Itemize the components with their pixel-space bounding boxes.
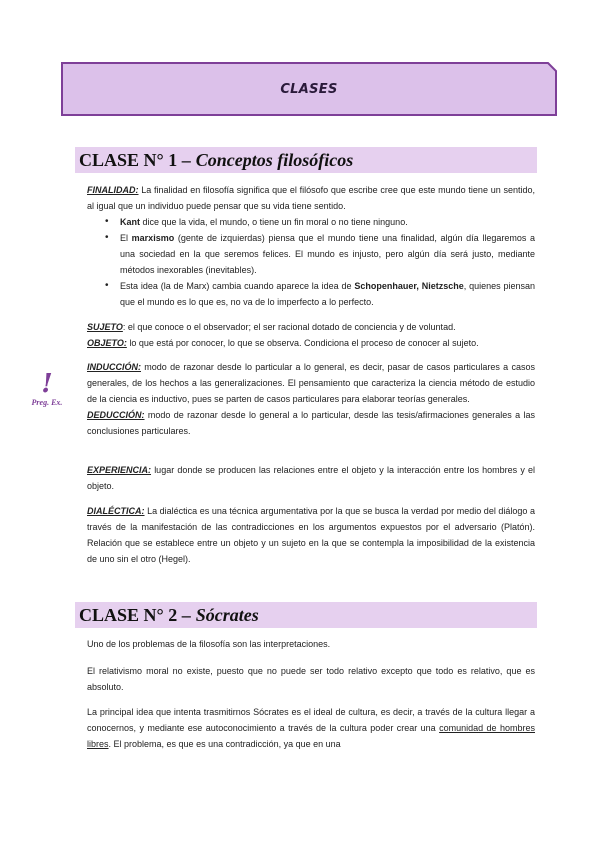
exam-question-label: Preg. Ex. — [31, 398, 63, 407]
list-item — [87, 278, 535, 310]
section2-heading — [75, 602, 537, 628]
sujeto-paragraph — [87, 319, 535, 335]
induccion-paragraph — [87, 359, 535, 407]
deduccion-term: DEDUCCIÓN: — [87, 410, 145, 420]
experiencia-term: EXPERIENCIA: — [87, 465, 152, 475]
finalidad-paragraph — [87, 182, 535, 214]
bullet-3-bold: Schopenhauer — [354, 281, 417, 291]
bullet-3-pre: Esta idea (la de Marx) cambia cuando aparece la idea de — [120, 281, 352, 291]
p3-text-start: La principal idea que intenta trasmitirnos Sócrates es el ideal de cultura, es decir, a través de la cultura llegar a conocernos, y mediante ese autoconocimiento a través de la cultura poder crear una — [87, 707, 535, 733]
title-banner — [61, 62, 557, 116]
comunidad-hombres-libres-text: comunidad de hombres libres — [87, 723, 535, 749]
bullet-2-bold: marxismo — [131, 233, 175, 243]
section1-heading-label: CLASE N° 1 – — [79, 149, 191, 170]
bullet-2-text: (gente de izquierdas) piensa que el mundo tiene una finalidad, algún día llegaremos a una sociedad en la que seremos felices. El mundo es injusto, pero algún día será justo, mediante métodos inexorables (inevitables). — [120, 233, 535, 275]
objeto-text: lo que está por conocer, lo que se observa. Condiciona el proceso de conocer al sujeto. — [129, 338, 479, 348]
dialectica-paragraph — [87, 503, 535, 567]
list-item — [87, 230, 535, 278]
objeto-term: OBJETO: — [87, 338, 127, 348]
bullet-3-text: , quienes piensan que el mundo es lo que es, no va de lo imperfecto a lo perfecto. — [120, 281, 535, 307]
finalidad-text: La finalidad en filosofía significa que el filósofo que escribe cree que este mundo tiene un sentido, al igual que un individuo puede pensar que su vida tiene sentido. — [87, 185, 535, 211]
sujeto-term: SUJETO — [87, 322, 123, 332]
banner-title: CLASES — [280, 81, 338, 97]
dialectica-text: La dialéctica es una técnica argumentativa por la que se busca la verdad por medio del diálogo a través de la manifestación de las contradicciones en los argumentos expuestos por el adversario (Platón). Relación que se establece entre un objeto y un sujeto en la que se contempla la imposibilidad de la existencia de uno sin el otro (Hegel). — [87, 506, 535, 564]
section2-paragraph-3 — [87, 704, 535, 752]
induccion-term: INDUCCIÓN: — [87, 362, 141, 372]
list-item — [87, 214, 535, 230]
induccion-text: modo de razonar desde lo particular a lo general, es decir, pasar de casos particulares a casos generales, de los hechos a las generalizaciones. El pensamiento que caracteriza la ciencia método de estudio de la ciencia es inductivo, pues se parten de casos particulares para elaborar teorías generales. — [87, 362, 535, 404]
section2-paragraph-1: Uno de los problemas de la filosofía son las interpretaciones. — [87, 639, 331, 649]
experiencia-text: lugar donde se producen las relaciones entre el objeto y la interacción entre los hombres y el objeto. — [87, 465, 535, 491]
bullet-1-bold: Kant — [120, 217, 140, 227]
sujeto-text: : el que conoce o el observador; el ser racional dotado de conciencia y de voluntad. — [122, 322, 456, 332]
section2-paragraph-2: El relativismo moral no existe, puesto que no puede ser todo relativo excepto que todo es relativo, que es absoluto. — [87, 666, 535, 692]
section2-heading-label: CLASE N° 2 – — [79, 604, 191, 625]
section1-heading-subtitle: Conceptos filosóficos — [195, 149, 354, 170]
bullet-3-bold2: Nietzsche — [421, 281, 464, 291]
dialectica-term: DIALÉCTICA: — [87, 506, 145, 516]
section2-heading-subtitle: Sócrates — [195, 604, 259, 625]
finalidad-bullet-list — [87, 214, 535, 310]
exam-question-mark — [22, 370, 72, 420]
objeto-paragraph — [87, 335, 535, 351]
sujeto-objeto-block — [87, 319, 535, 351]
deduccion-text: modo de razonar desde lo general a lo particular, desde las tesis/afirmaciones generales a las conclusiones particulares. — [87, 410, 535, 436]
induccion-deduccion-block — [87, 359, 535, 439]
section1-heading — [75, 147, 537, 173]
finalidad-block — [87, 182, 535, 310]
bullet-2-pre: El — [120, 233, 129, 243]
exclamation-icon: ! — [41, 369, 53, 399]
experiencia-paragraph — [87, 462, 535, 494]
deduccion-paragraph — [87, 407, 535, 439]
bullet-3-sep: , — [416, 281, 419, 291]
p3-text-end: . El problema, es que es una contradicción, ya que en una — [108, 739, 341, 749]
finalidad-term: FINALIDAD: — [87, 185, 139, 195]
bullet-1-text: dice que la vida, el mundo, o tiene un fin moral o no tiene ninguno. — [142, 217, 408, 227]
